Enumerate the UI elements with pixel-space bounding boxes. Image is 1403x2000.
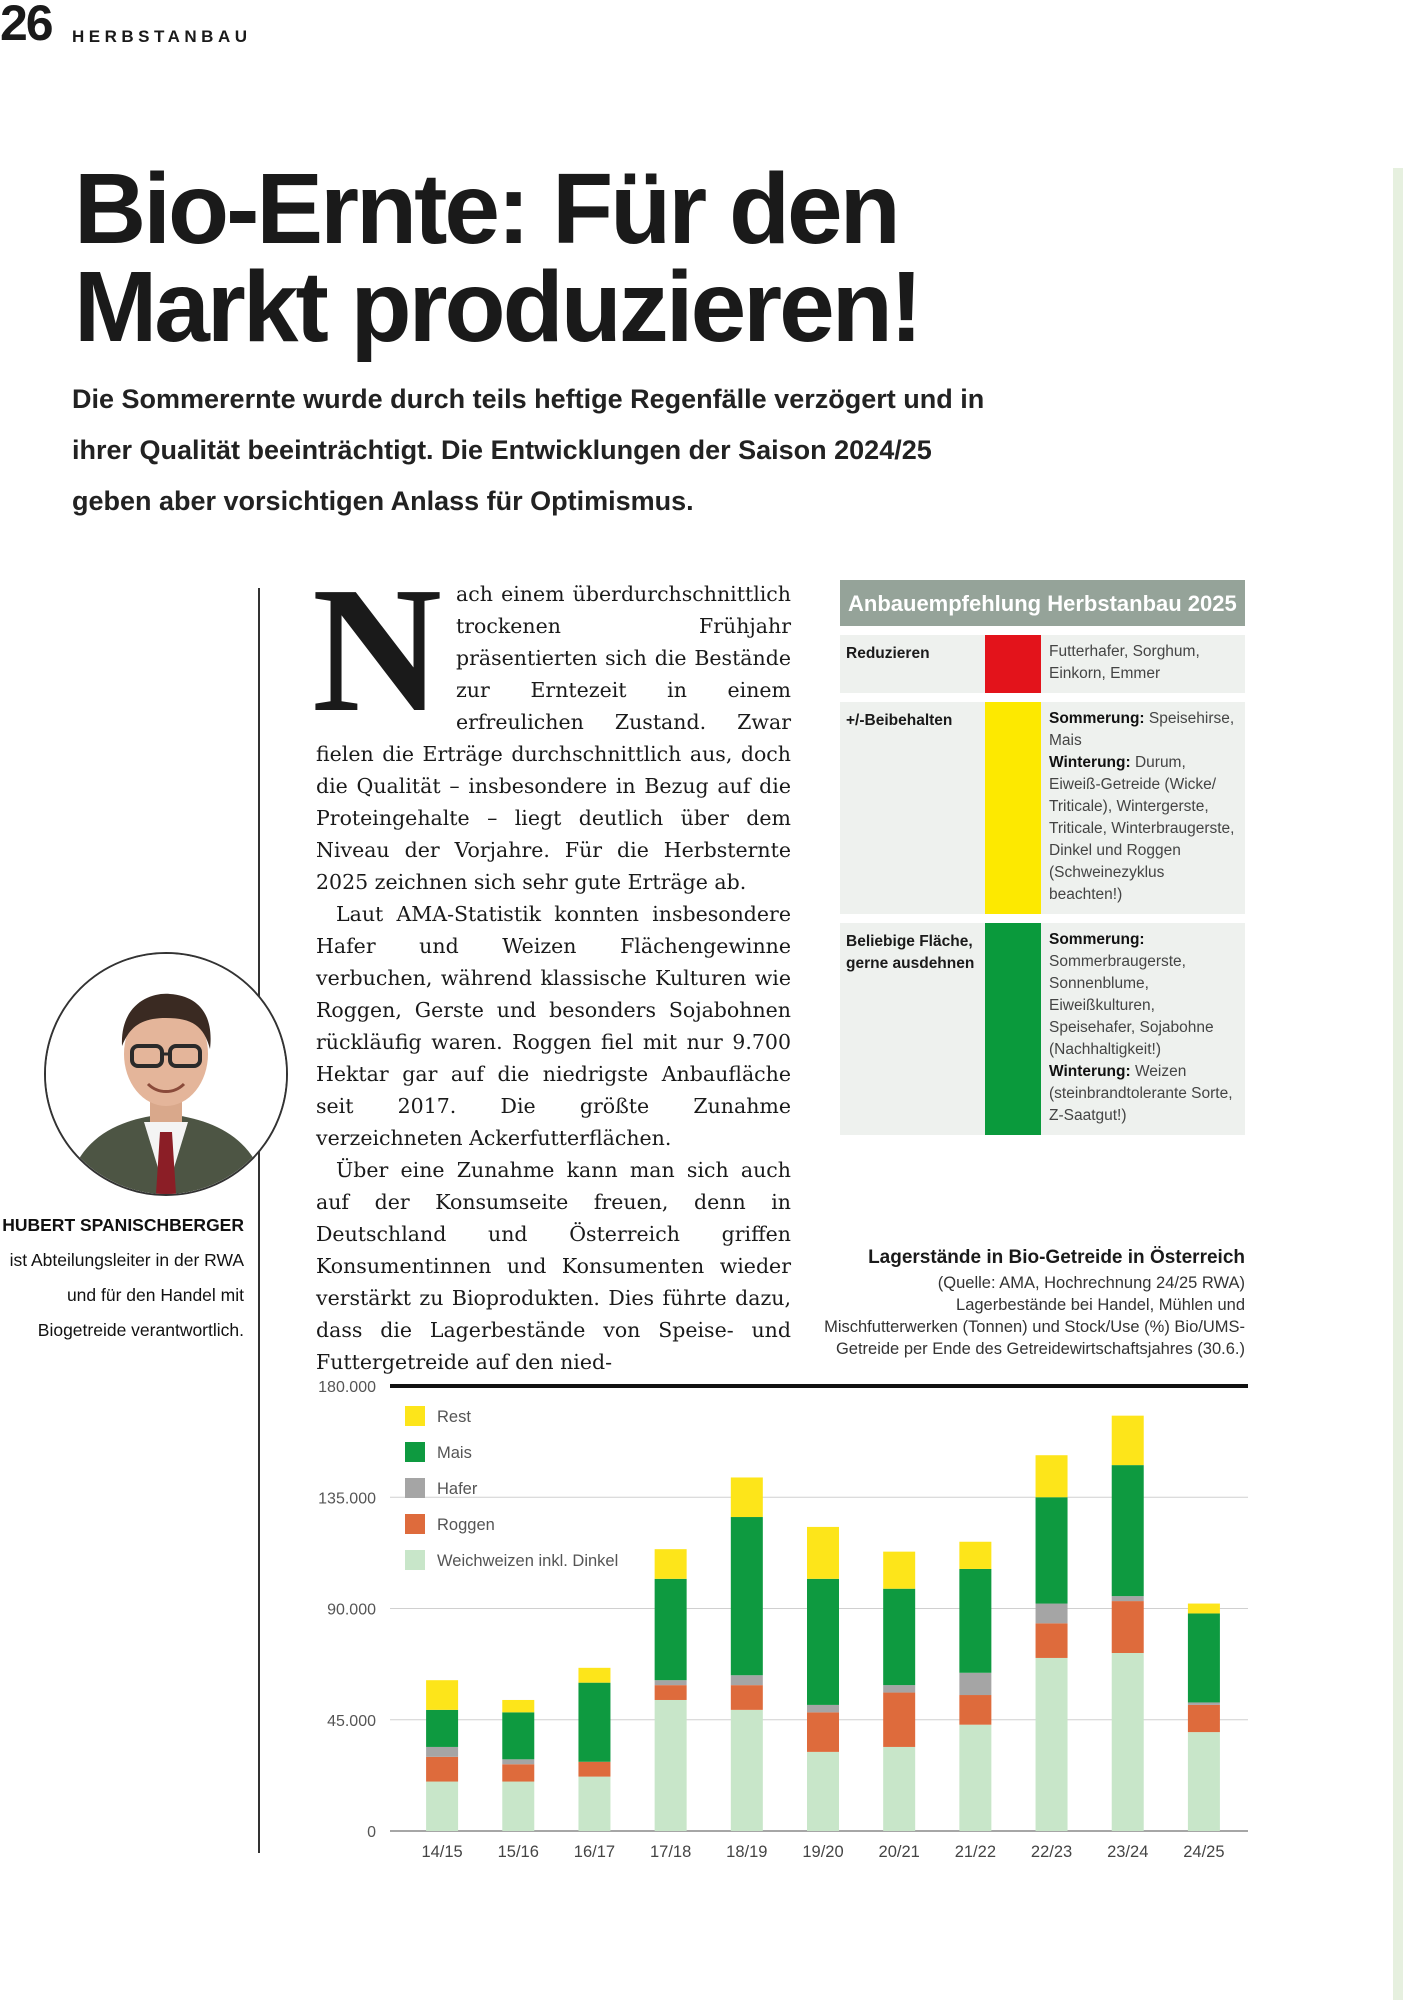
recommendation-color-swatch (985, 635, 1041, 693)
bar-segment (883, 1589, 915, 1685)
bar-segment (1036, 1604, 1068, 1624)
headline: Bio-Ernte: Für den Markt produzieren! (74, 153, 921, 363)
page-number: 26 (0, 0, 52, 51)
x-tick-label: 18/19 (726, 1843, 768, 1861)
bar-segment (655, 1680, 687, 1685)
bar-segment (502, 1712, 534, 1759)
bar-segment (502, 1700, 534, 1712)
recommendation-color-swatch (985, 702, 1041, 914)
bar-segment (1036, 1497, 1068, 1603)
x-tick-label: 20/21 (878, 1843, 920, 1861)
bar-segment (807, 1712, 839, 1752)
bar-segment (426, 1680, 458, 1710)
x-tick-label: 21/22 (954, 1843, 997, 1861)
author-caption (0, 1208, 244, 1348)
bar-segment (1036, 1455, 1068, 1497)
article-paragraph: Laut AMA-Statistik konnten insbesondere Hafer und Weizen Flächengewinne verbuchen, während klassische Kulturen wie Roggen, Gerste und besonders Sojabohnen rückläufig waren. Roggen fiel mit nur 9.700 Hektar gar auf die niedrigste Anbaufläche seit 2017. Die größte Zunahme verzeichneten Ackerfutterflächen. (316, 902, 791, 1150)
legend-label: Rest (437, 1408, 471, 1426)
bar-segment (959, 1673, 991, 1695)
legend-swatch (405, 1478, 425, 1498)
bar-segment (1036, 1658, 1068, 1831)
recommendation-box (840, 580, 1245, 1135)
bar-segment (655, 1700, 687, 1831)
bar-segment (959, 1542, 991, 1569)
y-tick-label: 135.000 (318, 1490, 376, 1508)
bar-segment (1112, 1601, 1144, 1653)
recommendation-rows (840, 635, 1245, 1135)
bar-segment (578, 1777, 610, 1831)
portrait-illustration (46, 954, 286, 1194)
bar-segment (959, 1725, 991, 1831)
bar-segment (883, 1747, 915, 1831)
bar-segment (655, 1685, 687, 1700)
bar-segment (1112, 1596, 1144, 1601)
bar-segment (1112, 1465, 1144, 1596)
bar-segment (1112, 1653, 1144, 1831)
bar-segment (883, 1685, 915, 1692)
x-tick-label: 24/25 (1183, 1843, 1225, 1861)
bar-segment (578, 1762, 610, 1777)
recommendation-row (840, 923, 1245, 1135)
bar-segment (578, 1683, 610, 1762)
y-tick-label: 90.000 (327, 1601, 376, 1619)
y-tick-label: 45.000 (327, 1712, 376, 1730)
paragraph-text: ach einem überdurchschnittlich trockenen Frühjahr präsentierten sich die Bestände zur Erntezeit in einem erfreulichen Zustand. Zwar fielen die Erträge durchschnittlich aus, doch die Qualität – insbesondere in Bezug auf die Proteingehalte – liegt deutlich über dem Niveau der Vorjahre. Für die Herbsternte 2025 zeichnen sich sehr gute Erträge ab. (316, 582, 791, 894)
bar-segment (426, 1710, 458, 1747)
y-tick-label: 0 (367, 1824, 376, 1841)
bar-segment (731, 1477, 763, 1517)
chart-subtitle (820, 1272, 1245, 1360)
recommendation-row (840, 702, 1245, 914)
recommendation-description: Sommerung: Speisehirse, Mais Winterung: Durum, Eiweiß-Getreide (Wicke/ Triticale), Wintergerste, Triticale, Winterbraugerste, Dinkel und Roggen (Schweinezyklus beachten!) (1049, 710, 1235, 903)
bar-segment (807, 1527, 839, 1579)
subheadline: Die Sommerernte wurde durch teils heftige Regenfälle verzögert und in ihrer Qualität beeinträchtigt. Die Entwicklungen der Saison 2024/25 geben aber vorsichtigen Anlass für Optimismus. (72, 384, 985, 516)
recommendation-description: Sommerung: Sommerbraugerste, Sonnenblume, Eiweißkulturen, Speisehafer, Sojabohne (Nachhaltigkeit!) Winterung: Weizen (steinbrandtolerante Sorte, Z-Saatgut!) (1049, 931, 1233, 1124)
legend-label: Mais (437, 1444, 472, 1462)
bar-segment (426, 1747, 458, 1757)
drop-cap: N (312, 550, 442, 749)
legend-label: Hafer (437, 1480, 478, 1498)
chart-source: (Quelle: AMA, Hochrechnung 24/25 RWA) (937, 1274, 1245, 1292)
bar-segment (1036, 1623, 1068, 1658)
recommendation-label: Reduzieren (846, 645, 930, 662)
legend-label: Weichweizen inkl. Dinkel (437, 1552, 619, 1570)
recommendation-label: +/-Beibehalten (846, 712, 953, 729)
bar-segment (1188, 1604, 1220, 1614)
bar-segment (883, 1693, 915, 1747)
bar-segment (426, 1757, 458, 1782)
author-portrait (44, 952, 288, 1196)
bar-segment (1188, 1613, 1220, 1702)
legend-label: Roggen (437, 1516, 495, 1534)
section-label: HERBSTANBAU (72, 27, 252, 46)
legend-swatch (405, 1550, 425, 1570)
bar-segment (731, 1517, 763, 1675)
x-tick-label: 14/15 (421, 1843, 463, 1861)
bar-segment (959, 1695, 991, 1725)
x-tick-label: 22/23 (1030, 1843, 1073, 1861)
column-divider (258, 588, 260, 1853)
author-name: HUBERT SPANISCHBERGER (2, 1215, 244, 1235)
x-tick-label: 15/16 (497, 1843, 539, 1861)
bar-segment (426, 1782, 458, 1831)
article-body (312, 550, 791, 1378)
bar-segment (731, 1675, 763, 1685)
x-tick-label: 19/20 (802, 1843, 844, 1861)
bar-segment (502, 1782, 534, 1831)
recommendation-title: Anbauempfehlung Herbstanbau 2025 (840, 580, 1245, 626)
bar-segment (807, 1752, 839, 1831)
right-margin-bar (1393, 168, 1403, 2000)
bar-segment (1188, 1705, 1220, 1732)
stacked-bar-chart (300, 1376, 1260, 1876)
recommendation-label: Beliebige Fläche, gerne ausdehnen (846, 933, 975, 972)
bar-segment (655, 1549, 687, 1579)
recommendation-row (840, 635, 1245, 693)
bar-segment (502, 1759, 534, 1764)
bar-segment (807, 1705, 839, 1712)
x-tick-label: 17/18 (649, 1843, 692, 1861)
bar-segment (731, 1710, 763, 1831)
chart-title: Lagerstände in Bio-Getreide in Österreich (868, 1247, 1245, 1268)
bar-segment (807, 1579, 839, 1705)
article-paragraph: Über eine Zunahme kann man sich auch auf der Konsumseite freuen, denn in Deutschland und Österreich griffen Konsumentinnen und Konsumenten wieder verstärkt zu Bioprodukten. Dies führte dazu, dass die Lagerbestände von Speise- und Futtergetreide auf den nied- (316, 1158, 791, 1374)
x-tick-label: 23/24 (1107, 1843, 1149, 1861)
legend-swatch (405, 1442, 425, 1462)
bar-segment (655, 1579, 687, 1680)
bar-segment (959, 1569, 991, 1673)
recommendation-description: Futterhafer, Sorghum, Einkorn, Emmer (1049, 643, 1200, 682)
bar-segment (502, 1764, 534, 1781)
legend-swatch (405, 1514, 425, 1534)
bar-segment (1188, 1732, 1220, 1831)
recommendation-color-swatch (985, 923, 1041, 1135)
bar-segment (578, 1668, 610, 1683)
y-tick-label: 180.000 (318, 1379, 376, 1396)
bar-segment (731, 1685, 763, 1710)
bar-segment (883, 1552, 915, 1589)
chart-description: Lagerbestände bei Handel, Mühlen und Mischfutterwerken (Tonnen) und Stock/Use (%) Bio/UMS-Getreide per Ende des Getreidewirtschaftsjahres (30.6.) (824, 1296, 1245, 1358)
x-tick-label: 16/17 (573, 1843, 616, 1861)
author-role: ist Abteilungsleiter in der RWA und für den Handel mit Biogetreide verantwortlich. (9, 1250, 244, 1340)
bar-segment (1112, 1416, 1144, 1465)
bar-segment (1188, 1702, 1220, 1704)
article-paragraph (312, 550, 791, 898)
legend-swatch (405, 1406, 425, 1426)
